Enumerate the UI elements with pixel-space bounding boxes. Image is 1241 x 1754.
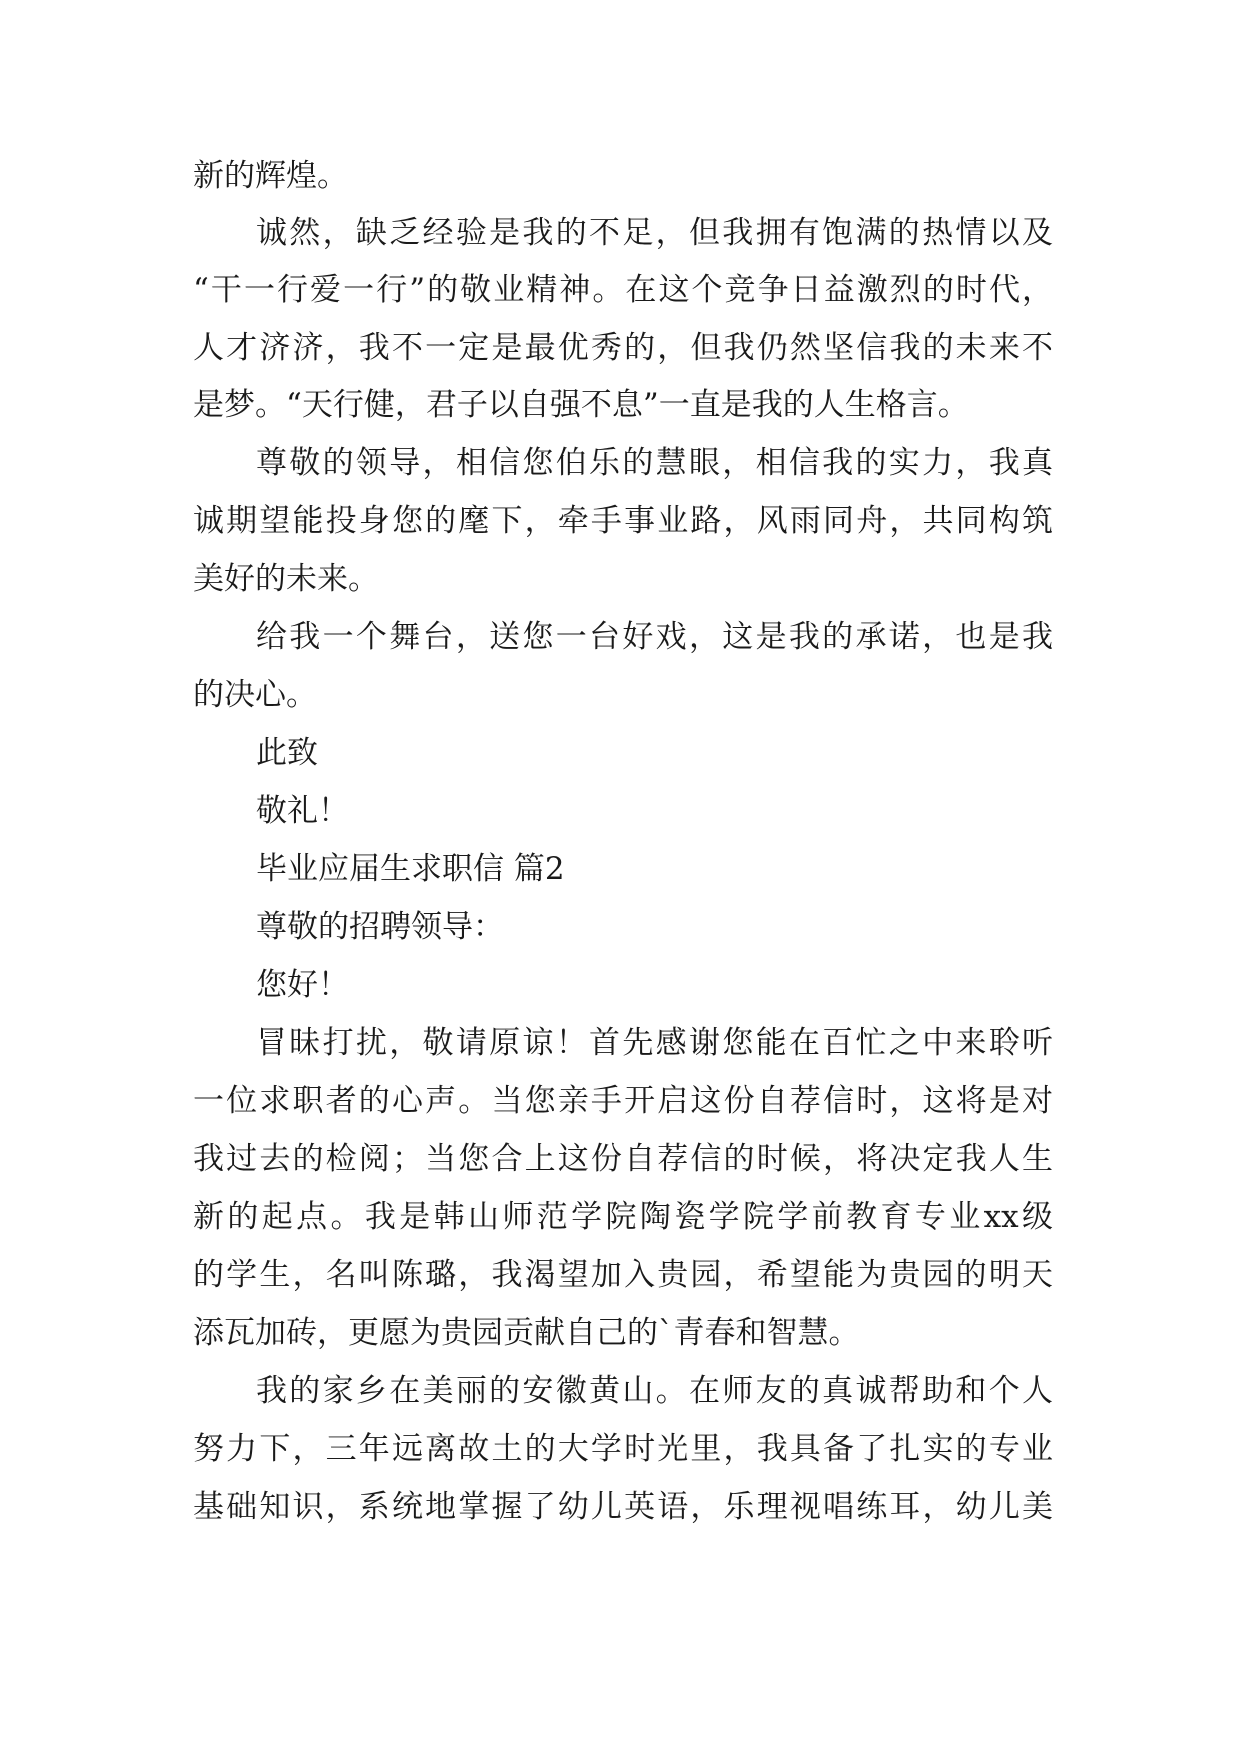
text-line: 人才济济，我不一定是最优秀的，但我仍然坚信我的未来不 — [193, 330, 1053, 366]
section-heading: 毕业应届生求职信 篇2 — [256, 851, 565, 887]
text-line: 诚然，缺乏经验是我的不足，但我拥有饱满的热情以及 — [256, 215, 1053, 251]
text-line: 冒昧打扰，敬请原谅！首先感谢您能在百忙之中来聆听 — [256, 1025, 1053, 1061]
text-line: 添瓦加砖，更愿为贵园贡献自己的`青春和智慧。 — [193, 1315, 860, 1351]
text-line: 敬礼！ — [256, 793, 349, 829]
text-line: 努力下，三年远离故土的大学时光里，我具备了扎实的专业 — [193, 1431, 1053, 1467]
text-line: 一位求职者的心声。当您亲手开启这份自荐信时，这将是对 — [193, 1083, 1053, 1119]
text-line: 基础知识，系统地掌握了幼儿英语，乐理视唱练耳，幼儿美 — [193, 1489, 1053, 1525]
text-line: 我的家乡在美丽的安徽黄山。在师友的真诚帮助和个人 — [256, 1373, 1053, 1409]
text-line: 我过去的检阅；当您合上这份自荐信的时候，将决定我人生 — [193, 1141, 1053, 1177]
text-line: 的学生，名叫陈璐，我渴望加入贵园，希望能为贵园的明天 — [193, 1257, 1053, 1293]
text-line: 新的辉煌。 — [193, 158, 348, 194]
text-line: 是梦。“天行健，君子以自强不息”一直是我的人生格言。 — [193, 387, 969, 423]
text-line: “干一行爱一行”的敬业精神。在这个竞争日益激烈的时代， — [193, 272, 1053, 308]
text-line: 尊敬的领导，相信您伯乐的慧眼，相信我的实力，我真 — [256, 445, 1053, 481]
text-line: 新的起点。我是韩山师范学院陶瓷学院学前教育专业xx级 — [193, 1199, 1053, 1235]
greeting: 您好！ — [256, 967, 349, 1003]
text-line: 此致 — [256, 735, 318, 771]
text-line: 给我一个舞台，送您一台好戏，这是我的承诺，也是我 — [256, 619, 1053, 655]
salutation: 尊敬的招聘领导： — [256, 909, 504, 945]
text-line: 的决心。 — [193, 677, 317, 713]
text-line: 美好的未来。 — [193, 561, 379, 597]
text-line: 诚期望能投身您的麾下，牵手事业路，风雨同舟，共同构筑 — [193, 503, 1053, 539]
